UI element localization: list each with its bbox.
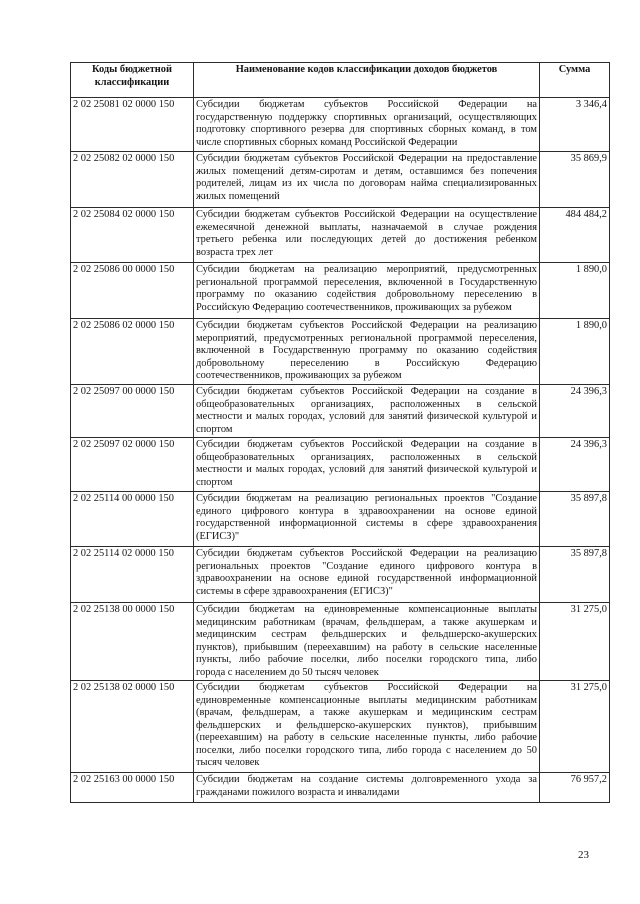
table-row <box>71 98 610 152</box>
amount-value: 24 396,3 <box>540 438 610 492</box>
table-row <box>71 603 610 681</box>
description-line: Субсидии бюджетам субъектов Российской Федерации на <box>196 682 537 693</box>
code-description <box>194 773 540 803</box>
table-row <box>71 263 610 319</box>
description-line: (переехавшим) на работу в сельские населенные пункты, либо рабочие <box>196 732 537 743</box>
description-line: программу по оказанию содействия добровольному переселению в <box>196 289 537 300</box>
description-line: добровольному переселению в Российскую Федерацию <box>196 357 537 369</box>
description-line: (врачам, фельдшерам, а также акушеркам и медицинским сестрам <box>196 707 537 718</box>
classification-code: 2 02 25086 00 0000 150 <box>71 263 194 319</box>
code-description <box>194 208 540 263</box>
table-row <box>71 492 610 547</box>
description-line: спортом <box>196 423 233 435</box>
description-line: третьего ребенка или последующих детей до достижения ребенком <box>196 234 537 245</box>
description-line: государственную поддержку спортивных организаций, осуществляющих <box>196 111 537 123</box>
description-line: местности и малых городах, условий для занятий физической культурой и <box>196 411 537 422</box>
description-line: города с населением до 50 тысяч человек <box>196 666 379 678</box>
code-description <box>194 681 540 773</box>
table-row <box>71 681 610 773</box>
description-line: медицинским работникам (врачам, фельдшерам, а также акушеркам и <box>196 616 537 628</box>
description-line: государственной информационной системы в сфере здравоохранения <box>196 518 537 529</box>
classification-code: 2 02 25082 02 0000 150 <box>71 152 194 208</box>
amount-value: 35 869,9 <box>540 152 610 208</box>
classification-code: 2 02 25138 02 0000 150 <box>71 681 194 773</box>
description-line: поселки, либо поселки городского типа, либо города с населением до 50 <box>196 744 537 756</box>
description-line: спортом <box>196 476 233 488</box>
amount-value: 31 275,0 <box>540 603 610 681</box>
description-line: (ЕГИСЗ)" <box>196 530 240 542</box>
amount-value: 31 275,0 <box>540 681 610 773</box>
table-row <box>71 438 610 492</box>
description-line: общеобразовательных организациях, расположенных в сельской <box>196 451 537 463</box>
table-row <box>71 319 610 385</box>
description-line: Субсидии бюджетам субъектов Российской Федерации на создание в <box>196 386 537 397</box>
description-line: Субсидии бюджетам на реализацию мероприятий, предусмотренных <box>196 264 537 275</box>
description-line: родителей, лицам из их числа по договорам найма специализированных <box>196 178 537 189</box>
description-line: ежемесячной денежной выплаты, назначаемой в случае рождения <box>196 221 537 233</box>
classification-code: 2 02 25163 00 0000 150 <box>71 773 194 803</box>
classification-code: 2 02 25114 02 0000 150 <box>71 547 194 603</box>
table-header-row <box>71 63 610 98</box>
amount-value: 24 396,3 <box>540 385 610 438</box>
description-line: единовременные компенсационные выплаты медицинским работникам <box>196 694 537 706</box>
amount-value: 35 897,8 <box>540 547 610 603</box>
code-description <box>194 603 540 681</box>
code-description <box>194 385 540 438</box>
description-line: общеобразовательных организациях, расположенных в сельской <box>196 398 537 410</box>
classification-code: 2 02 25097 02 0000 150 <box>71 438 194 492</box>
code-description <box>194 438 540 492</box>
description-line: жилых помещений детям-сиротам и детям, оставшимся без попечения <box>196 165 537 177</box>
description-line: фельдшерских и фельдшерско-акушерских пунктов), прибывшим <box>196 719 537 731</box>
amount-value: 484 484,2 <box>540 208 610 263</box>
table-row <box>71 208 610 263</box>
classification-code: 2 02 25138 00 0000 150 <box>71 603 194 681</box>
description-line: Субсидии бюджетам на единовременные компенсационные выплаты <box>196 604 537 615</box>
description-line: Субсидии бюджетам субъектов Российской Федерации на реализацию <box>196 548 537 559</box>
classification-code: 2 02 25086 02 0000 150 <box>71 319 194 385</box>
description-line: единого цифрового контура в здравоохранении на основе единой <box>196 505 537 517</box>
description-line: Субсидии бюджетам субъектов Российской Федерации на предоставление <box>196 153 537 164</box>
description-line: здравоохранении на основе единой государственной информационной <box>196 573 537 584</box>
code-description <box>194 98 540 152</box>
description-line: региональной программой переселения, включенной в Государственную <box>196 276 537 288</box>
table-row <box>71 773 610 803</box>
code-description <box>194 319 540 385</box>
description-line: местности и малых городах, условий для занятий физической культурой и <box>196 464 537 475</box>
description-line: тысяч человек <box>196 757 260 768</box>
header-codes: Коды бюджетной классификации <box>71 63 194 98</box>
amount-value: 35 897,8 <box>540 492 610 547</box>
description-line: медицинским сестрам фельдшерских и фельдшерско-акушерских <box>196 629 537 640</box>
amount-value: 3 346,4 <box>540 98 610 152</box>
description-line: пунктов), прибывшим (переехавшим) на работу в сельские населенные <box>196 641 537 653</box>
description-line: пункты, либо рабочие поселки, либо поселки городского типа, либо <box>196 654 537 665</box>
description-line: включенной в Государственную программу по оказанию содействия <box>196 345 537 356</box>
page-number: 23 <box>578 849 589 861</box>
description-line: Субсидии бюджетам на реализацию региональных проектов "Создание <box>196 493 537 504</box>
description-line: возраста трех лет <box>196 246 273 258</box>
classification-code: 2 02 25081 02 0000 150 <box>71 98 194 152</box>
table-row <box>71 547 610 603</box>
header-amount: Сумма <box>540 63 610 98</box>
classification-code: 2 02 25114 00 0000 150 <box>71 492 194 547</box>
description-line: Субсидии бюджетам субъектов Российской Федерации на <box>196 99 537 110</box>
description-line: мероприятий, предусмотренных региональной программой переселения, <box>196 332 537 344</box>
budget-classification-table <box>70 62 610 803</box>
description-line: Субсидии бюджетам на создание системы долговременного ухода за <box>196 774 537 785</box>
table-row <box>71 152 610 208</box>
description-line: числе спортивных сборных команд Российской Федерации <box>196 136 458 148</box>
description-line: гражданами пожилого возраста и инвалидами <box>196 786 400 798</box>
description-line: Российскую Федерацию соотечественников, проживающих за рубежом <box>196 301 512 313</box>
description-line: Субсидии бюджетам субъектов Российской Федерации на реализацию <box>196 320 537 331</box>
classification-code: 2 02 25084 02 0000 150 <box>71 208 194 263</box>
description-line: Субсидии бюджетам субъектов Российской Федерации на осуществление <box>196 209 537 220</box>
header-name: Наименование кодов классификации доходов бюджетов <box>194 63 540 98</box>
code-description <box>194 492 540 547</box>
description-line: жилых помещений <box>196 190 280 202</box>
description-line: системы в сфере здравоохранения (ЕГИСЗ)" <box>196 585 393 597</box>
amount-value: 76 957,2 <box>540 773 610 803</box>
amount-value: 1 890,0 <box>540 319 610 385</box>
description-line: подготовку спортивного резерва для спортивных сборных команд, в том <box>196 124 537 135</box>
description-line: Субсидии бюджетам субъектов Российской Федерации на создание в <box>196 439 537 450</box>
code-description <box>194 152 540 208</box>
amount-value: 1 890,0 <box>540 263 610 319</box>
description-line: соотечественников, проживающих за рубежом <box>196 370 402 381</box>
code-description <box>194 547 540 603</box>
table-row <box>71 385 610 438</box>
description-line: региональных проектов "Создание единого цифрового контура в <box>196 560 537 572</box>
code-description <box>194 263 540 319</box>
classification-code: 2 02 25097 00 0000 150 <box>71 385 194 438</box>
